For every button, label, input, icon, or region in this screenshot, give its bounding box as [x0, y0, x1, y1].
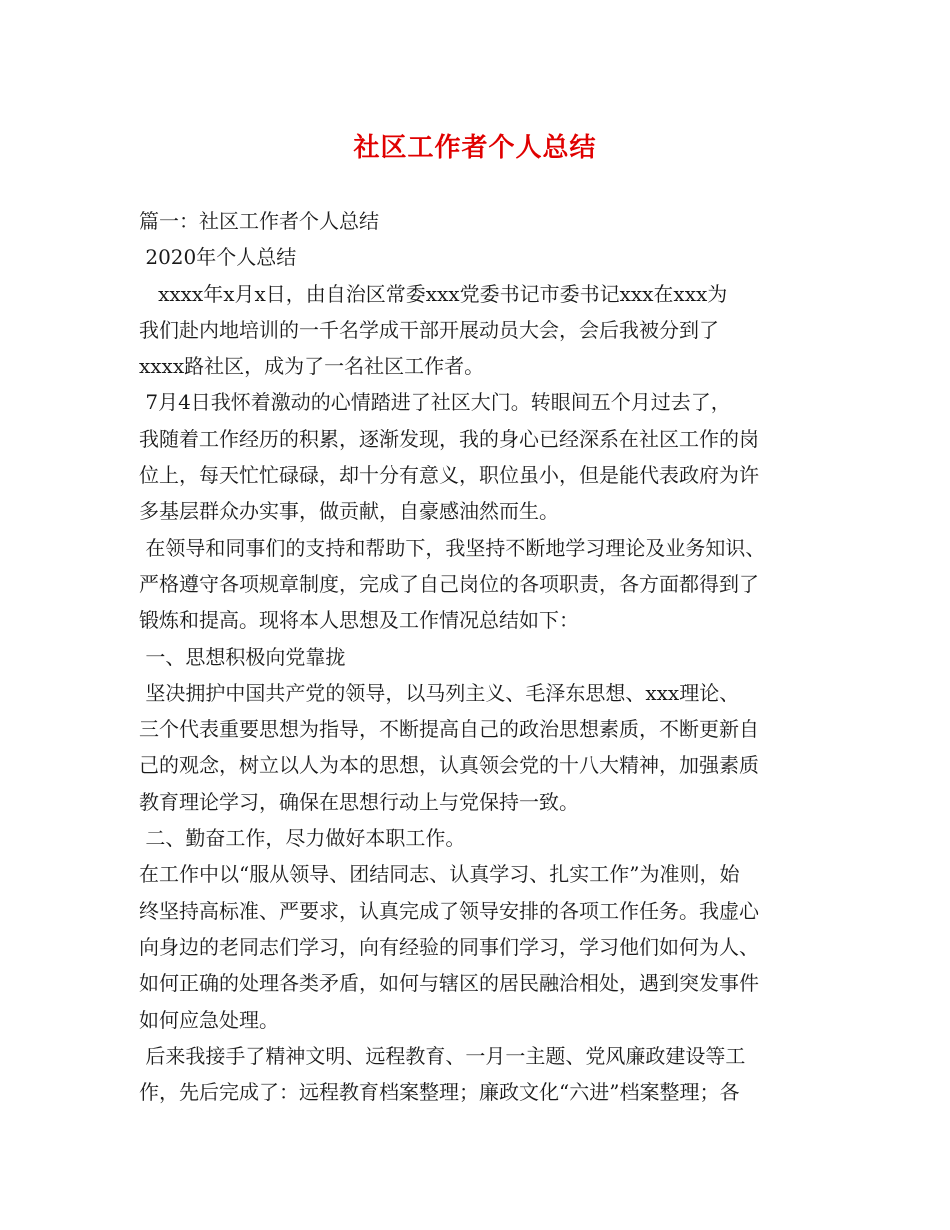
- text-line: 在工作中以“服从领导、团结同志、认真学习、扎实工作”为准则，始: [139, 862, 740, 887]
- text-line: 位上，每天忙忙碌碌，却十分有意义，职位虽小，但是能代表政府为许: [139, 463, 759, 488]
- text-line: 严格遵守各项规章制度，完成了自己岗位的各项职责，各方面都得到了: [139, 571, 759, 596]
- text-line: 终坚持高标准、严要求，认真完成了领导安排的各项工作任务。我虚心: [139, 898, 759, 923]
- text-line: 如何应急处理。: [139, 1007, 279, 1032]
- text-line: 锻炼和提高。现将本人思想及工作情况总结如下：: [139, 608, 579, 633]
- text-line: 如何正确的处理各类矛盾，如何与辖区的居民融洽相处，遇到突发事件: [139, 971, 759, 996]
- text-line: 作，先后完成了：远程教育档案整理；廉政文化“六进”档案整理；各: [139, 1080, 740, 1105]
- text-line: 篇一：社区工作者个人总结: [139, 209, 379, 233]
- text-line: 向身边的老同志们学习，向有经验的同事们学习，学习他们如何为人、: [139, 934, 759, 959]
- text-line: 三个代表重要思想为指导，不断提高自己的政治思想素质，不断更新自: [139, 717, 759, 742]
- text-line: 在领导和同事们的支持和帮助下，我坚持不断地学习理论及业务知识、: [139, 535, 766, 560]
- text-line: 己的观念，树立以人为本的思想，认真领会党的十八大精神，加强素质: [139, 753, 759, 778]
- text-line: 我们赴内地培训的一千名学成干部开展动员大会，会后我被分到了: [139, 317, 719, 342]
- text-line: xxxx路社区，成为了一名社区工作者。: [139, 354, 485, 379]
- text-line: 2020年个人总结: [139, 245, 297, 270]
- section-heading: 二、勤奋工作，尽力做好本职工作。: [139, 826, 466, 851]
- text-line: xxxx年x月x日，由自治区常委xxx党委书记市委书记xxx在xxx为: [139, 281, 728, 306]
- text-line: 我随着工作经历的积累，逐渐发现，我的身心已经深系在社区工作的岗: [139, 426, 759, 451]
- text-line: 教育理论学习，确保在思想行动上与党保持一致。: [139, 789, 579, 814]
- document-body: [139, 203, 819, 1110]
- text-line: 多基层群众办实事，做贡献，自豪感油然而生。: [139, 499, 559, 524]
- section-heading: 一、思想积极向党靠拢: [139, 644, 346, 669]
- text-line: 坚决拥护中国共产党的领导，以马列主义、毛泽东思想、xxx理论、: [139, 680, 740, 705]
- document-title: 社区工作者个人总结: [353, 133, 597, 163]
- text-line: 7月4日我怀着激动的心情踏进了社区大门。转眼间五个月过去了，: [139, 390, 731, 415]
- text-line: 后来我接手了精神文明、远程教育、一月一主题、党风廉政建设等工: [139, 1043, 746, 1068]
